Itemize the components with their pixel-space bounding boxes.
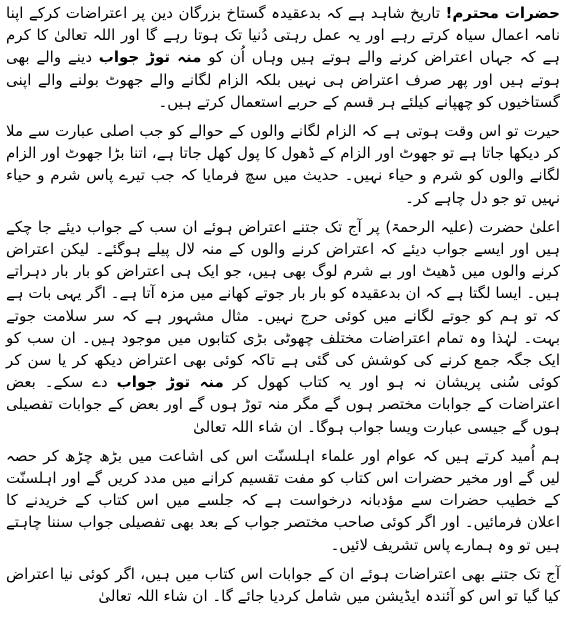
paragraph-text: تاریخ شاہد ہے کہ بدعقیدہ گستاخ بزرگان دین پر اعتراضات کرکے اپنا نامہ اعمال سیاہ کرتے رہے اور یہ عمل رہتی دُنیا تک ہوتا رہے گا اور اللہ تعالیٰ کا کرم ہے کہ جہاں اعتراض کرنے والے ہوتے ہیں وہاں اُن کو (6, 4, 561, 67)
paragraph-text: حیرت تو اس وقت ہوتی ہے کہ الزام لگانے والوں کے حوالے کو جب اصلی عبارت سے ملا کر دیکھا جاتا ہے تو جھوٹ اور الزام کے ڈھول کا پول کھل جاتا ہے، اتنا بڑا جھوٹ اور الزام لگانے والوں کو شرم و حیاء نہیں۔ حدیث میں سچ فرمایا کہ جب تیرے پاس شرم و حیاء نہیں تو جو دل چاہے کر۔ (6, 122, 560, 207)
paragraph-text: ہم اُمید کرتے ہیں کہ عوام اور علماء اہلسنّت اس کی اشاعت میں بڑھ چڑھ کر حصہ لیں گے اور مخیر حضرات اس کتاب کو مفت تقسیم کرانے میں مدد کریں گے اور اہلسنّت کے خطیب حضرات سے مؤدبانہ درخواست ہے کہ جلسے میں اس کتاب کے خریدنے کا اعلان فرمائیں۔ اور اگر کوئی صاحب مختصر جواب کے بعد بھی تفصیلی جواب سننا چاہتے ہیں تو وہ ہمارے پاس تشریف لائیں۔ (6, 446, 560, 554)
paragraph-text: اعلیٰ حضرت (علیہ الرحمۃ) پر آج تک جتنے اعتراض ہوئے ان سب کے جواب دیئے جا چکے ہیں اور ایسے جواب دیئے کہ اعتراض کرنے والوں کے منہ لال پیلے ہوگئے۔ لیکن اعتراض کرنے والوں میں ڈھیٹ اور بے شرم لوگ بھی ہیں، جو ایک ہی اعتراض کو بار بار دہراتے ہیں۔ ایسا لگتا ہے کہ ان بدعقیدہ کو بار بار جوتے کھانے میں مزہ آتا ہے۔ اگر یہی بات ہے کہ تو ہم کو جوتے لگانے میں کوئی حرج نہیں۔ مثال مشہور ہے کہ سر سلامت جوتے بہت۔ لہٰذا وہ تمام اعتراضات مختلف چھوٹی بڑی کتابوں میں موجود ہیں۔ ان سب کو ایک جگہ جمع کرنے کی کوشش کی گئی ہے تاکہ کوئی بھی اعتراض دیکھ کر یا سن کر کوئی سُنی پریشان نہ ہو اور یہ کتاب کھول کر (6, 217, 560, 392)
emphasis-text: منہ توڑ جواب (98, 48, 202, 67)
paragraph-closing (6, 563, 560, 607)
salutation: حضرات محترم! (445, 4, 560, 22)
paragraph-text-continued: دینے والے بھی ہوتے ہیں اور پھر صرف اعتراض ہی نہیں بلکہ الزام لگانے والے جھوٹ بولنے والے اپنی گستاخیوں کو چھپانے کیلئے ہر قسم کے حربے استعمال کرتے ہیں۔ (6, 48, 560, 111)
paragraph-intro (6, 2, 560, 113)
paragraph-hope (6, 445, 560, 556)
paragraph-text-continued: دے سکے۔ بعض اعتراضات کے جوابات مختصر ہوں گے مگر منہ توڑ ہوں گے اور بعض کے جوابات تفصیلی ہوں گے جیسی عبارت ویسا جواب ہوگا۔ ان شاء اللہ تعالیٰ (6, 373, 560, 436)
paragraph-text: آج تک جتنے بھی اعتراضات ہوئے ان کے جوابات اس کتاب میں ہیں، اگر کوئی نیا اعتراض کیا گیا تو اس کو آئندہ ایڈیشن میں شامل کردیا جائے گا۔ ان شاء اللہ تعالیٰ (6, 564, 560, 606)
emphasis-text: منہ توڑ جواب (116, 373, 224, 392)
paragraph-surprise (6, 120, 560, 209)
paragraph-objections (6, 216, 560, 438)
